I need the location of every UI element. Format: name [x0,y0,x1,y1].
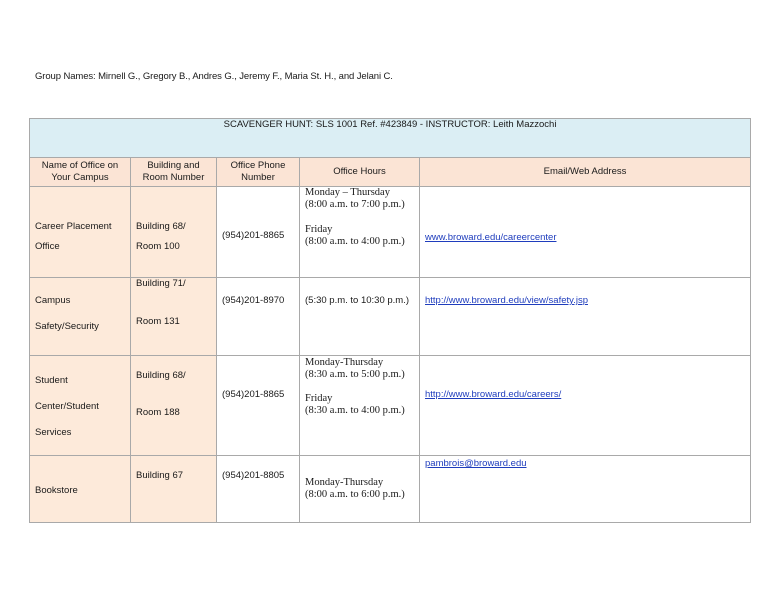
scavenger-hunt-table [29,118,751,523]
office-name: Campus [35,295,71,306]
web-link[interactable]: http://www.broward.edu/careers/ [425,389,562,400]
office-name: Services [35,427,72,438]
office-cell [30,356,131,456]
web-cell [420,278,751,356]
building-cell [131,278,217,356]
office-cell [30,187,131,278]
header-phone: Office Phone Number [217,158,300,187]
hours-cell [300,278,420,356]
table-row [30,187,751,278]
table-row [30,278,751,356]
phone-number: (954)201-8865 [222,230,285,241]
building-room: Room 100 [136,241,180,252]
web-link[interactable]: www.broward.edu/careercenter [425,232,557,243]
hours-line: (8:00 a.m. to 4:00 p.m.) [305,236,405,247]
header-email: Email/Web Address [420,158,751,187]
web-cell [420,456,751,523]
header-hours: Office Hours [300,158,420,187]
hours-line: (8:00 a.m. to 6:00 p.m.) [305,489,405,500]
hours-line: (8:30 a.m. to 4:00 p.m.) [305,405,405,416]
office-name: Center/Student [35,401,99,412]
building-room: Room 131 [136,316,180,327]
office-name: Office [35,241,60,252]
table-row [30,456,751,523]
hours-cell [300,187,420,278]
building-room: Building 68/ [136,221,186,232]
building-room: Building 71/ [136,278,186,289]
header-building: Building and Room Number [131,158,217,187]
building-cell [131,356,217,456]
group-names: Group Names: Mirnell G., Gregory B., Andres G., Jeremy F., Maria St. H., and Jelani C. [35,71,393,82]
office-cell [30,278,131,356]
hours-line: Monday-Thursday [305,357,384,368]
office-name: Student [35,375,68,386]
building-room: Building 67 [136,470,184,481]
table-row [30,356,751,456]
phone-cell [217,456,300,523]
header-office: Name of Office on Your Campus [30,158,131,187]
hours-line: Monday-Thursday [305,477,384,488]
phone-number: (954)201-8970 [222,295,285,306]
building-cell [131,187,217,278]
building-cell [131,456,217,523]
hours-line: (8:00 a.m. to 7:00 p.m.) [305,199,405,210]
hours-line: Friday [305,393,333,404]
building-room: Building 68/ [136,370,186,381]
phone-cell [217,187,300,278]
phone-number: (954)201-8805 [222,470,285,481]
phone-cell [217,278,300,356]
phone-number: (954)201-8865 [222,389,285,400]
office-name: Career Placement [35,221,112,232]
web-cell [420,187,751,278]
hours-line: (8:30 a.m. to 5:00 p.m.) [305,369,405,380]
hours-line: (5:30 p.m. to 10:30 p.m.) [305,295,410,306]
web-cell [420,356,751,456]
building-room: Room 188 [136,407,180,418]
email-link[interactable]: pambrois@broward.edu [425,458,527,469]
phone-cell [217,356,300,456]
hours-cell [300,356,420,456]
office-cell [30,456,131,523]
table-title: SCAVENGER HUNT: SLS 1001 Ref. #423849 - INSTRUCTOR: Leith Mazzochi [30,119,751,158]
web-link[interactable]: http://www.broward.edu/view/safety.jsp [425,295,588,306]
office-name: Bookstore [35,485,78,496]
hours-line: Monday – Thursday [305,187,390,198]
office-name: Safety/Security [35,321,99,332]
hours-cell [300,456,420,523]
header-row [30,158,751,187]
hours-line: Friday [305,224,333,235]
